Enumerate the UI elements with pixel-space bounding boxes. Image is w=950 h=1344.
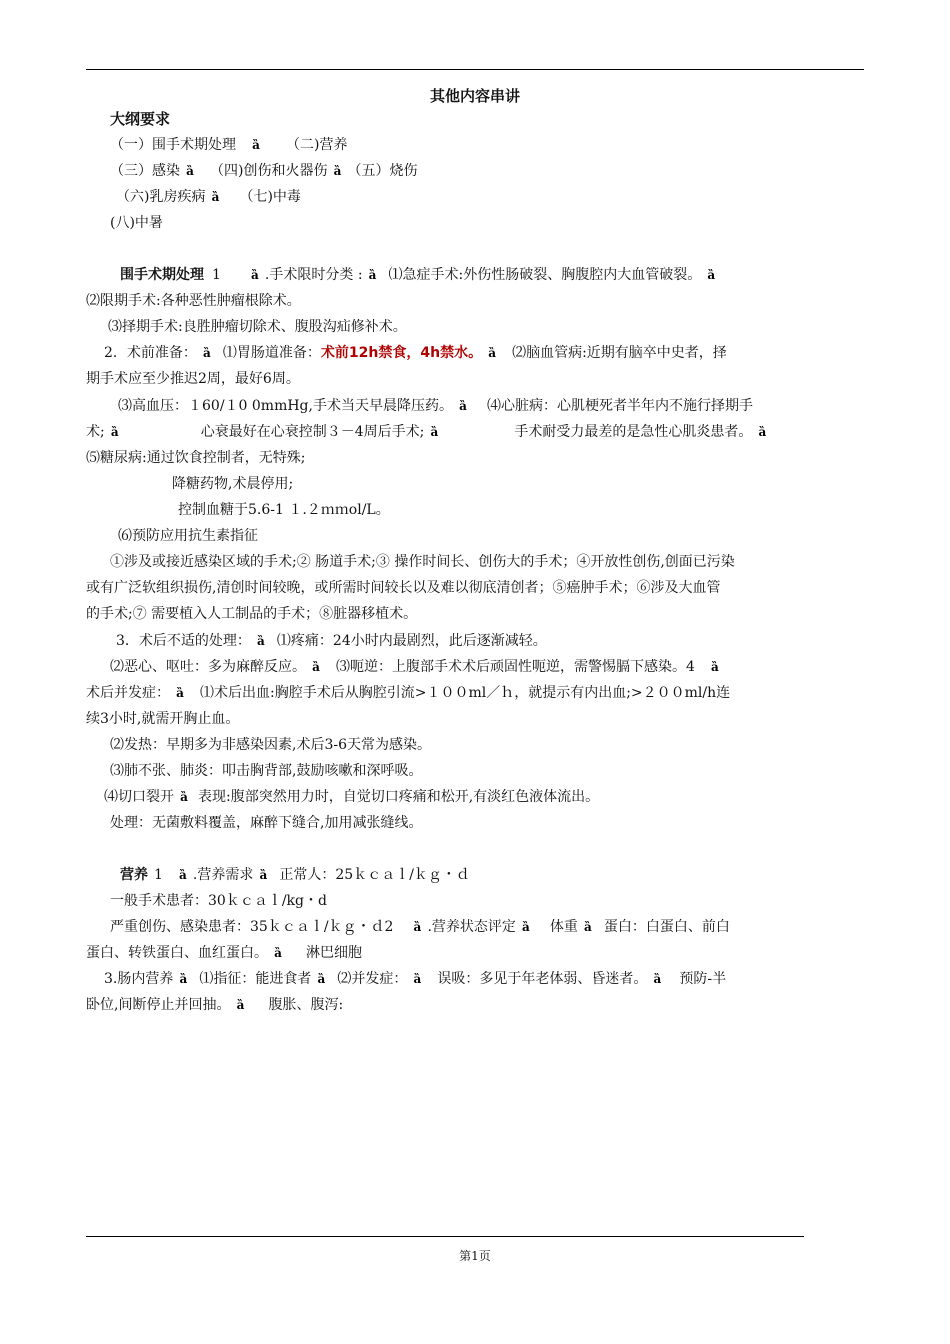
arrow-mark-icon: ȁ [211,190,220,204]
arrow-mark-icon: ȁ [413,972,422,986]
s2-line-1: 营养 1 ȁ .营养需求 ȁ 正常人：25ｋｃａｌ/ｋｇ・ｄ [120,862,900,888]
outline-line-1: （一）围手术期处理 ȁ （二)营养 [110,132,890,158]
outline-line-2: （三）感染 ȁ （四)创伤和火器伤 ȁ （五）烧伤 [110,158,890,184]
arrow-mark-icon: ȁ [179,868,187,882]
arrow-mark-icon: ȁ [203,346,211,360]
arrow-mark-icon: ȁ [522,920,530,934]
s1-line-8: ⑸糖尿病:通过饮食控制者，无特殊; [86,450,306,466]
s1-line-5: 期手术应至少推迟2周，最好6周。 [86,371,300,387]
outline-line-4: (八)中暑 [110,215,163,231]
s2-line-4: 蛋白、转铁蛋白、血红蛋白。 ȁ 淋巴细胞 [86,940,866,966]
footer-rule [86,1236,804,1237]
s1-line-15: 3．术后不适的处理： ȁ ⑴疼痛：24小时内最剧烈，此后逐渐减轻。 [116,628,896,654]
page-number: 第1页 [459,1249,491,1263]
s1-line-12: ①涉及或接近感染区域的手术;② 肠道手术;③ 操作时间长、创伤大的手术；④开放性创伤,创面已污染 [110,554,735,570]
arrow-mark-icon: ȁ [653,972,662,986]
s1-line-17: 术后并发症： ȁ ⑴术后出血:胸腔手术后从胸腔引流>１００ml／ｈ，就提示有内出血;>２００ml/h连 [86,680,866,706]
s2-line-3: 严重创伤、感染患者：35ｋｃａｌ/ｋｇ・ｄ2 ȁ .营养状态评定 ȁ 体重 ȁ 蛋白：白蛋白、前白 [110,914,890,940]
arrow-mark-icon: ȁ [368,268,377,282]
s1-line-7: 术; ȁ 心衰最好在心衰控制３－4周后手术; ȁ 手术耐受力最差的是急性心肌炎患者。 ȁ [86,419,866,445]
arrow-mark-icon: ȁ [179,972,188,986]
s1-line-19: ⑵发热：早期多为非感染因素,术后3-6天常为感染。 [110,737,431,753]
arrow-mark-icon: ȁ [110,425,119,439]
arrow-mark-icon: ȁ [259,868,268,882]
s1-line-14: 的手术;⑦ 需要植入人工制品的手术；⑧脏器移植术。 [86,606,418,622]
arrow-mark-icon: ȁ [186,164,194,178]
s2-heading: 营养 [120,867,148,883]
s1-line-10: 控制血糖于5.6-1 １.２ｍｍol/L。 [178,502,390,518]
s1-line-2: ⑵限期手术:各种恶性肿瘤根除术。 [86,293,301,309]
page-title: 其他内容串讲 [429,87,520,105]
arrow-mark-icon: ȁ [584,920,592,934]
s2-line-5: 3.肠内营养 ȁ ⑴指征：能进食者 ȁ ⑵并发症： ȁ 误吸：多见于年老体弱、昏迷者。 ȁ 预防-半 [104,966,884,992]
s1-line-21: ⑷切口裂开 ȁ 表现:腹部突然用力时，自觉切口疼痛和松开,有淡红色液体流出。 [104,784,884,810]
s1-line-22: 处理：无菌敷料覆盖，麻醉下缝合,加用减张缝线。 [110,815,423,831]
header-rule [86,69,864,70]
s1-line-11: ⑹预防应用抗生素指征 [118,528,258,544]
s1-line-18: 续3小时,就需开胸止血。 [86,711,240,727]
arrow-mark-icon: ȁ [333,164,342,178]
s1-line-4: 2．术前准备： ȁ ⑴胃肠道准备：术前12h禁食，4h禁水。 ȁ ⑵脑血管病:近期有脑卒中史者，择 [104,340,884,366]
s1-line-13: 或有广泛软组织损伤,清创时间较晚，或所需时间较长以及难以彻底清创者；⑤癌肿手术；⑥涉及大血管 [86,580,721,596]
s2-line-2: 一般手术患者：30ｋｃａｌ/kg・d [110,893,327,909]
s1-line-16: ⑵恶心、呕吐：多为麻醉反应。 ȁ ⑶呃逆：上腹部手术术后顽固性呃逆，需警惕膈下感染。4 ȁ [110,654,890,680]
s1-line-1: 围手术期处理 1 ȁ .手术限时分类 : ȁ ⑴急症手术:外伤性肠破裂、胸腹腔内大血管破裂。 ȁ [120,262,900,288]
arrow-mark-icon: ȁ [312,660,320,674]
arrow-mark-icon: ȁ [430,425,439,439]
outline-heading: 大纲要求 [110,110,171,128]
s1-line-3: ⑶择期手术:良胜肿瘤切除术、腹股沟疝修补术。 [108,319,407,335]
fasting-highlight: 术前12h禁食，4h禁水。 [320,345,483,361]
arrow-mark-icon: ȁ [176,686,184,700]
s1-heading: 围手术期处理 [120,267,204,283]
arrow-mark-icon: ȁ [274,946,282,960]
arrow-mark-icon: ȁ [317,972,326,986]
arrow-mark-icon: ȁ [257,634,265,648]
arrow-mark-icon: ȁ [180,790,188,804]
s2-line-6: 卧位,间断停止并回抽。 ȁ 腹胀、腹泻: [86,992,866,1018]
arrow-mark-icon: ȁ [758,425,767,439]
arrow-mark-icon: ȁ [459,399,467,413]
arrow-mark-icon: ȁ [236,998,245,1012]
arrow-mark-icon: ȁ [488,346,496,360]
arrow-mark-icon: ȁ [251,268,259,282]
arrow-mark-icon: ȁ [707,268,716,282]
arrow-mark-icon: ȁ [711,660,719,674]
outline-line-3: （六)乳房疾病 ȁ （七)中毒 [116,184,896,210]
s1-line-6: ⑶高血压：１60/１0 0mmHg,手术当天早晨降压药。 ȁ ⑷心脏病：心肌梗死者半年内不施行择期手 [118,393,898,419]
arrow-mark-icon: ȁ [413,920,422,934]
s1-line-9: 降糖药物,术晨停用; [172,476,294,492]
arrow-mark-icon: ȁ [252,138,260,152]
s1-line-20: ⑶肺不张、肺炎：叩击胸背部,鼓励咳嗽和深呼吸。 [110,763,423,779]
